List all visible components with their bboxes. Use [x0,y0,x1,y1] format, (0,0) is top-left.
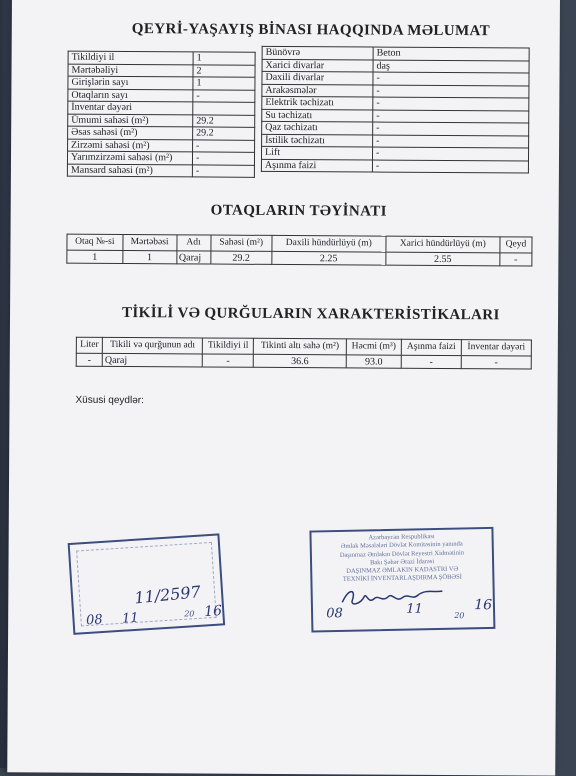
construction-value: - [373,85,529,98]
rooms-header-cell: Xarici hündürlüyü (m) [386,236,500,253]
construction-value: daş [373,60,529,73]
structures-title: TİKİLİ VƏ QURĞULARIN XARAKTERİSTİKALARI [121,305,500,324]
construction-label: İstilik təchizatı [262,134,373,147]
construction-label: Su təchizatı [262,109,373,122]
left-table-row [68,89,255,103]
structures-cell: - [203,354,254,367]
param-label: Zirzəmi sahəsi (m²) [68,139,193,152]
stamp-right-year: 16 [474,597,493,614]
param-value: 1 [193,77,255,90]
param-value [193,102,255,115]
rooms-cell: 2.25 [272,251,386,265]
rooms-header-cell: Mərtəbəsi [123,235,177,251]
construction-value: - [372,147,528,160]
construction-label: Xarici divarlar [262,59,373,72]
structures-header-cell: İnventar dəyəri [461,340,531,356]
param-label: Ümumi sahəsi (m²) [68,114,193,127]
structures-cell: - [76,353,102,366]
param-value: 2 [193,64,255,77]
param-value: - [193,89,255,102]
rooms-cell: 1 [123,251,177,264]
construction-value: - [373,135,529,148]
param-label: Mərtəbəliyi [68,64,193,77]
left-table-row [68,126,255,140]
param-label: İnventar dəyəri [68,101,193,114]
document-page [7,0,560,776]
construction-label: Daxili divarlar [262,71,373,84]
param-value: - [193,139,255,152]
building-info-title: QEYRİ-YAŞAYIŞ BİNASI HAQQINDA MƏLUMAT [131,21,491,40]
rooms-cell: 1 [67,250,123,263]
structures-header-cell: Tikinti altı sahə (m²) [254,338,347,355]
construction-value: - [373,72,529,85]
structures-table [76,337,532,370]
structures-cell: 93.0 [346,355,401,368]
rooms-cell: - [500,253,532,266]
param-label: Əsas sahəsi (m²) [68,126,193,139]
construction-value: - [372,160,528,173]
construction-label: Lift [261,146,372,159]
construction-value: - [373,110,529,123]
building-construction-table [261,46,530,174]
param-label: Yarımzirzəmi sahəsi (m²) [67,151,192,164]
stamp-text-line: Əmlak Məsələləri Dövlət Komitəsinin yanında [340,540,463,551]
registration-number: 11/2597 [133,582,202,608]
structures-header-cell: Liter [76,337,102,353]
left-table-row [68,51,255,65]
param-value: 29.2 [193,127,255,140]
param-label: Otaqların sayı [68,89,193,102]
rooms-header-cell: Sahəsi (m²) [211,235,272,251]
construction-value: - [373,97,529,110]
stamp-right-month: 11 [406,601,423,617]
structures-header-cell: Tikili və qurğunun adı [102,337,202,354]
left-table-row [67,164,254,178]
param-label: Mansard sahəsi (m²) [67,164,192,177]
stamp-right-day: 08 [326,606,343,622]
structures-cell: Qaraj [102,353,202,367]
left-table-row [68,101,255,115]
construction-label: Bünövrə [262,46,373,59]
left-table-row [68,64,255,78]
structures-cell: - [461,356,531,369]
left-table-row [67,151,254,165]
construction-label: Elektrik təchizatı [262,96,373,109]
structures-header-cell: Tikildiyi il [203,338,254,354]
rooms-table [66,234,532,267]
rooms-cell: Qaraj [176,251,210,264]
structures-cell: - [401,355,461,368]
param-label: Girişlərin sayı [68,76,193,89]
construction-label: Arakəsmələr [262,84,373,97]
construction-label: Qaz təchizatı [262,121,373,134]
left-table-row [68,139,255,153]
rooms-header-cell: Daxili hündürlüyü (m) [272,235,386,252]
param-value: - [192,164,254,177]
signature-icon [338,582,448,613]
stamp-text-line: DAŞINMAZ ƏMLAKIN KADASTRI VƏ [346,565,459,576]
stamp-right-year-prefix: 20 [454,611,465,621]
structures-header-cell: Həcmi (m³) [346,339,401,355]
special-notes-label: Xüsusi qeydlər: [75,394,144,407]
stamp-text-line: TEXNİKİ İNVENTARLAŞDIRMA ŞÖBƏSİ [342,574,462,584]
param-value: 1 [193,52,255,65]
stamp-text-line: Daşınmaz Əmlakın Dövlət Reyestri Xidmətinin [339,549,465,559]
rooms-header-cell: Qeyd [500,237,532,253]
construction-label: Aşınma faizi [261,159,372,172]
stamp-text-line: Bakı Şəhər Ərazi İdarəsi [369,557,435,567]
stamp-left-month: 11 [121,610,140,627]
stamp-left-day: 08 [85,612,104,629]
param-label: Tikildiyi il [68,51,193,64]
structures-cell: 36.6 [253,354,346,368]
stamp-text-line: Azərbaycan Respublikası [368,533,435,542]
construction-value: Beton [373,47,529,60]
table-row [67,250,532,266]
construction-value: - [373,122,529,135]
rooms-header-cell: Adı [176,235,210,251]
table-row [76,353,531,369]
left-table-row [68,76,255,90]
structures-header-cell: Aşınma faizi [401,339,461,355]
param-value: 29.2 [193,114,255,127]
rooms-title: OTAQLARIN TƏYİNATI [210,202,387,220]
building-parameters-table [67,51,256,178]
rooms-header-cell: Otaq №-si [67,234,123,250]
left-table-row [68,114,255,128]
rooms-cell: 29.2 [211,251,272,264]
param-value: - [192,152,254,165]
rooms-cell: 2.55 [386,252,500,266]
right-table-row [261,159,528,173]
stamp-left-year-prefix: 20 [184,609,195,619]
stamp-left-year: 16 [203,603,223,621]
